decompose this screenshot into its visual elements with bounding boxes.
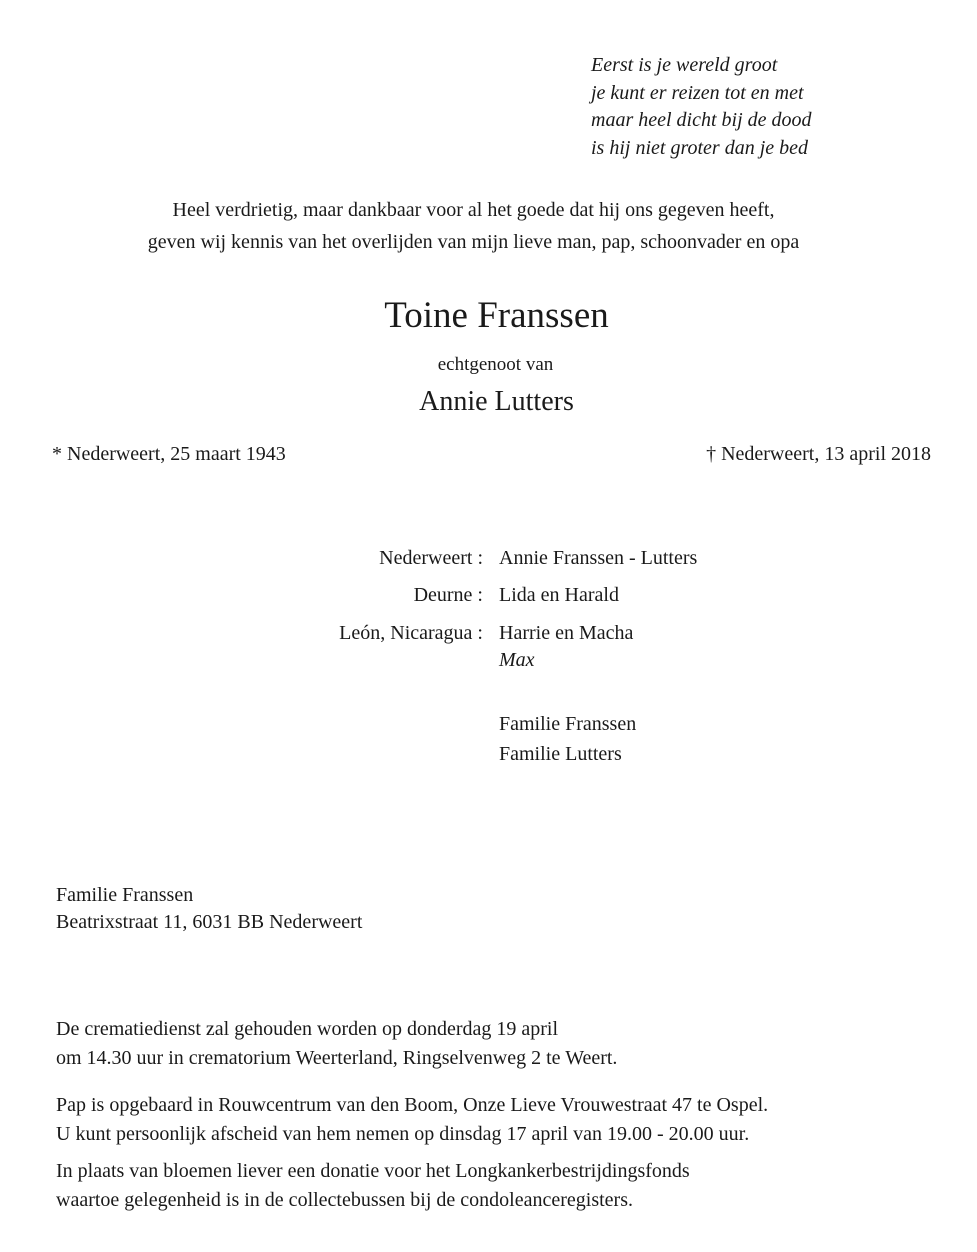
cremation-line: om 14.30 uur in crematorium Weerterland, Ringselvenweg 2 te Weert. xyxy=(56,1047,618,1069)
donation-info xyxy=(56,1157,690,1215)
address-line: Beatrixstraat 11, 6031 BB Nederweert xyxy=(56,911,363,933)
deceased-name: Toine Franssen xyxy=(384,295,609,336)
family-row-grandchild xyxy=(0,646,977,674)
intro-line: Heel verdrietig, maar dankbaar voor al het goede dat hij ons gegeven heeft, xyxy=(172,199,775,221)
cremation-line: De crematiedienst zal gehouden worden op donderdag 19 april xyxy=(56,1018,559,1040)
intro-text xyxy=(0,194,962,258)
family-place: León, Nicaragua : xyxy=(339,622,483,644)
poem-line: is hij niet groter dan je bed xyxy=(591,136,809,159)
family-row xyxy=(0,581,977,609)
poem-line: maar heel dicht bij de dood xyxy=(591,109,812,131)
family-names: Lida en Harald xyxy=(499,584,619,606)
mourning-address xyxy=(56,882,362,936)
extended-family: Familie Lutters xyxy=(499,743,622,765)
family-names: Annie Franssen - Lutters xyxy=(499,547,698,569)
family-row-extended xyxy=(0,740,977,768)
family-row-extended xyxy=(0,710,977,738)
poem-line: Eerst is je wereld groot xyxy=(591,54,778,76)
extended-family: Familie Franssen xyxy=(499,713,637,735)
address-line: Familie Franssen xyxy=(56,884,194,906)
death-date: † Nederweert, 13 april 2018 xyxy=(706,443,931,465)
cremation-info xyxy=(56,1015,617,1073)
spouse-name: Annie Lutters xyxy=(419,386,574,417)
grandchild-name: Max xyxy=(499,649,535,671)
birth-date: * Nederweert, 25 maart 1943 xyxy=(52,443,286,465)
donation-line: In plaats van bloemen liever een donatie voor het Longkankerbestrijdingsfonds xyxy=(56,1160,690,1182)
poem-line: je kunt er reizen tot en met xyxy=(591,81,804,104)
spouse-label: echtgenoot van xyxy=(437,354,554,375)
viewing-info xyxy=(56,1091,768,1149)
viewing-line: U kunt persoonlijk afscheid van hem nemen op dinsdag 17 april van 19.00 - 20.00 uur. xyxy=(56,1123,750,1145)
family-names: Harrie en Macha xyxy=(499,622,634,644)
family-row xyxy=(0,544,977,572)
family-row xyxy=(0,619,977,647)
family-place: Deurne : xyxy=(413,584,483,606)
family-place: Nederweert : xyxy=(379,547,483,569)
intro-line: geven wij kennis van het overlijden van mijn lieve man, pap, schoonvader en opa xyxy=(147,231,800,253)
viewing-line: Pap is opgebaard in Rouwcentrum van den Boom, Onze Lieve Vrouwestraat 47 te Ospel. xyxy=(56,1094,769,1116)
poem xyxy=(591,52,812,162)
donation-line: waartoe gelegenheid is in de collectebussen bij de condoleanceregisters. xyxy=(56,1189,633,1211)
